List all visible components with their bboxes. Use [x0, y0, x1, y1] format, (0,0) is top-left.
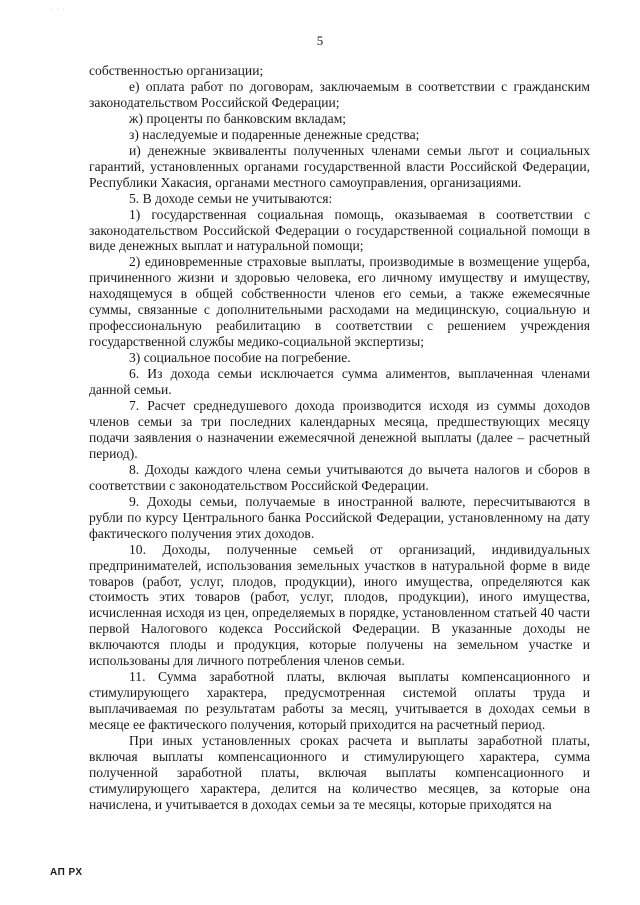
paragraph-section-11: 11. Сумма заработной платы, включая выплаты компенсационного и стимулирующего характера, предусмотренная системой оплаты труда и выплачиваемая по результатам работы за месяц, учитывается в доходах семьи в месяце ее фактического получения, который приходится на расчетный период.	[89, 669, 590, 733]
paragraph-section-5-item-3: 3) социальное пособие на погребение.	[129, 350, 351, 366]
paragraph-section-5-item-1: 1) государственная социальная помощь, оказываемая в соответствии с законодательством Российской Федерации о государственной социальной помощи в виде денежных выплат и натуральной помощи;	[89, 206, 590, 254]
paragraph-section-11-continued: При иных установленных сроках расчета и выплаты заработной платы, включая выплаты компенсационного и стимулирующего характера, сумма полученной заработной платы, включая выплаты компенсационного и стимулирующего характера, делится на количество месяцев, за которые она начислена, и учитывается в доходах семьи за те месяцы, которые приходятся на	[89, 733, 590, 812]
paragraph-section-6: 6. Из дохода семьи исключается сумма алиментов, выплаченная членами данной семьи.	[89, 366, 590, 398]
paragraph-section-7: 7. Расчет среднедушевого дохода производится исходя из суммы доходов членов семьи за три последних календарных месяца, предшествующих месяцу подачи заявления о назначении ежемесячной денежной выплаты (далее – расчетный период).	[89, 398, 590, 461]
paragraph-item-i: и) денежные эквиваленты полученных членами семьи льгот и социальных гарантий, установленных органами государственной власти Российской Федерации, Республики Хакасия, органами местного самоуправления, организациями.	[89, 142, 590, 190]
paragraph-item-zh: ж) проценты по банковским вкладам;	[129, 110, 347, 126]
paragraph-section-8: 8. Доходы каждого члена семьи учитываются до вычета налогов и сборов в соответствии с законодательством Российской Федерации.	[89, 461, 590, 493]
paragraph-item-z: з) наследуемые и подаренные денежные средства;	[129, 126, 420, 142]
paragraph-continuation: собственностью организации;	[89, 63, 264, 78]
page-number: 5	[316, 33, 324, 48]
footer-mark: АП РХ	[50, 867, 83, 878]
paragraph-section-5-item-2: 2) единовременные страховые выплаты, производимые в возмещение ущерба, причиненного жизни и здоровью человека, его личному имуществу и имуществу, находящемуся в общей собственности членов его семьи, а также ежемесячные суммы, связанные с дополнительными расходами на медицинскую, социальную и профессиональную реабилитацию в соответствии с решением учреждения государственной службы медико-социальной экспертизы;	[89, 254, 590, 350]
paragraph-section-10: 10. Доходы, полученные семьей от организаций, индивидуальных предпринимателей, использования земельных участков в натуральной форме в виде товаров (работ, услуг, плодов, продукции), иного имущества, определяются как стоимость этих товаров (работ, услуг, плодов, продукции), иного имущества, исчисленная исходя из цен, определяемых в порядке, установленном статьей 40 части первой Налогового кодекса Российской Федерации. В указанные доходы не включаются плоды и продукция, которые получены на земельном участке и использованы для личного потребления членов семьи.	[89, 541, 590, 669]
paragraph-section-9: 9. Доходы семьи, получаемые в иностранной валюте, пересчитываются в рубли по курсу Центрального банка Российской Федерации, установленному на дату фактического получения этих доходов.	[89, 493, 590, 541]
document-body	[89, 63, 590, 813]
paragraph-section-5: 5. В доходе семьи не учитываются:	[129, 190, 333, 206]
corner-scan-mark: · · ·	[50, 6, 66, 13]
paragraph-item-e: е) оплата работ по договорам, заключаемым в соответствии с гражданским законодательством Российской Федерации;	[89, 78, 590, 110]
